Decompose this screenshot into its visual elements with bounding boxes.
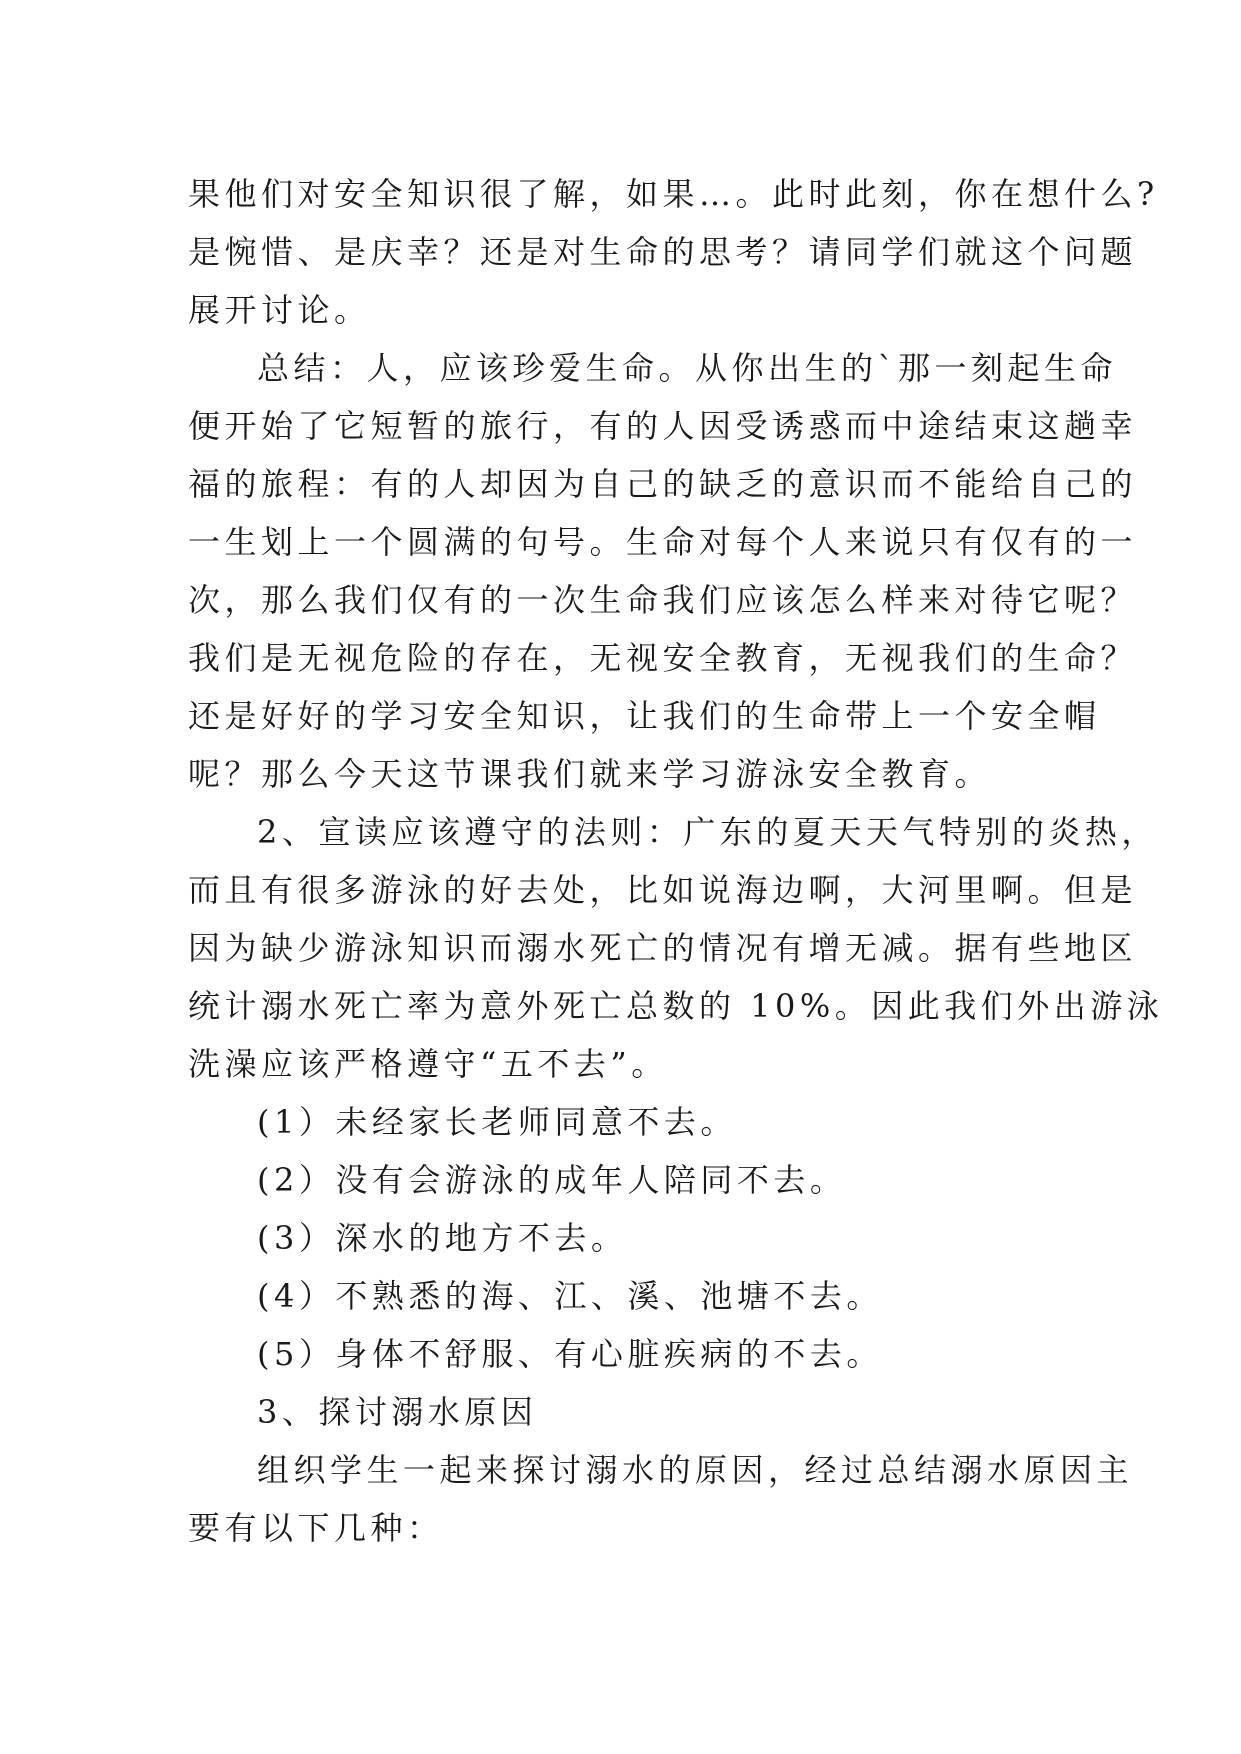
document-body [188,165,1164,1557]
list-item-4: (4）不熟悉的海、江、溪、池塘不去。 [257,1277,883,1315]
text-line: 因为缺少游泳知识而溺水死亡的情况有增无减。据有些地区 [188,929,1138,967]
list-item-2: (2）没有会游泳的成年人陪同不去。 [257,1161,847,1199]
list-item-3: (3）深水的地方不去。 [257,1219,628,1257]
text-line: 统计溺水死亡率为意外死亡总数的 10%。因此我们外出游泳 [188,987,1164,1025]
text-line: 一生划上一个圆满的句号。生命对每个人来说只有仅有的一 [188,523,1138,561]
text-line: 我们是无视危险的存在，无视安全教育，无视我们的生命？ [188,639,1138,677]
text-line: 果他们对安全知识很了解，如果…。此时此刻，你在想什么? [188,175,1159,213]
text-line: 洗澡应该严格遵守“五不去”。 [188,1045,668,1083]
paragraph-summary-start: 总结：人，应该珍爱生命。从你出生的`那一刻起生命 [257,349,1118,387]
text-line: 展开讨论。 [188,291,371,329]
text-line: 福的旅程：有的人却因为自己的缺乏的意识而不能给自己的 [188,465,1138,503]
text-line: 要有以下几种： [188,1509,444,1547]
text-line: 呢？那么今天这节课我们就来学习游泳安全教育。 [188,755,992,793]
text-line: 次，那么我们仅有的一次生命我们应该怎么样来对待它呢？ [188,581,1138,619]
paragraph-causes-start: 组织学生一起来探讨溺水的原因，经过总结溺水原因主 [257,1451,1134,1489]
section-3-heading: 3、探讨溺水原因 [257,1393,538,1431]
list-item-5: (5）身体不舒服、有心脏疾病的不去。 [257,1335,883,1373]
section-2-heading: 2、宣读应该遵守的法则：广东的夏天天气特别的炎热， [257,813,1158,851]
text-line: 还是好好的学习安全知识，让我们的生命带上一个安全帽 [188,697,1101,735]
text-line: 而且有很多游泳的好去处，比如说海边啊，大河里啊。但是 [188,871,1138,909]
text-line: 是惋惜、是庆幸？还是对生命的思考？请同学们就这个问题 [188,233,1138,271]
text-line: 便开始了它短暂的旅行，有的人因受诱惑而中途结束这趟幸 [188,407,1138,445]
list-item-1: (1）未经家长老师同意不去。 [257,1103,737,1141]
